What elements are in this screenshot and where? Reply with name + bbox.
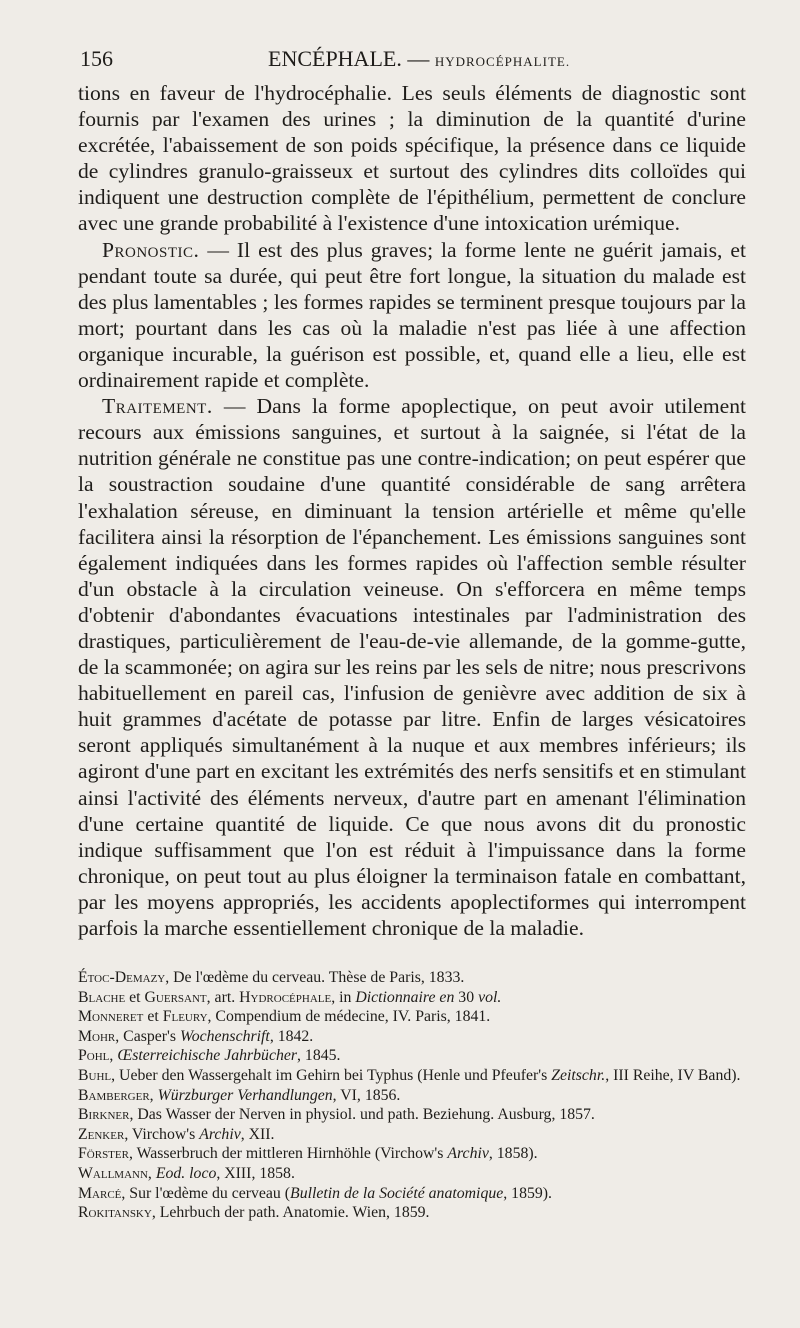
page-number: 156 — [80, 46, 113, 71]
reference-item — [78, 1086, 748, 1106]
reference-author: Fleury — [162, 1008, 208, 1026]
reference-text: , Lehrbuch der path. Anatomie. Wien, 1859. — [151, 1204, 430, 1222]
paragraph-traitement — [78, 393, 746, 941]
reference-journal: Eod. loco — [155, 1164, 217, 1182]
running-title-sub: HYDROCÉPHALITE. — [434, 54, 571, 69]
reference-item — [78, 1105, 748, 1125]
reference-text: , VI, 1856. — [332, 1086, 401, 1104]
paragraph-traitement-text: — Dans la forme apoplectique, on peut avoir utilement recours aux émissions sanguines, et surtout à la saignée, si l'état de la nutrition générale ne constitue pas une contre-indication; on peut espérer que la soustraction soudaine d'une quantité considérable de sang arrêtera l'exhalation séreuse, en diminuant la tension artérielle et même qu'elle facilitera ainsi la résorption de l'épanchement. Les émissions sanguines sont également indiquées dans les formes rapides où l'affection semble résulter d'un obstacle à la circulation veineuse. On s'efforcera en même temps d'obtenir d'abondantes évacuations intestinales par l'administration des drastiques, particulièrement de l'eau-de-vie allemande, de la gomme-gutte, de la scammonée; on agira sur les reins par les sels de nitre; nous prescrivons habituellement en pareil cas, l'infusion de genièvre avec addition de six à huit grammes d'acétate de potasse par litre. Enfin de larges vésicatoires seront appliqués simultanément à la nuque et aux membres inférieurs; ils agiront d'une part en excitant les extrémités des nerfs sensitifs et en stimulant ainsi l'activité des éléments nerveux, d'autre part en amenant l'élimination d'une certaine quantité de liquide. Ce que nous avons dit du pronostic indique suffisamment que l'on est réduit à l'impuissance dans la forme chronique, on peut tout au plus éloigner la terminaison fatale en combattant, par les moyens appropriés, les accidents apoplectiformes qui interrompent parfois la marche essentiellement chronique de la maladie. — [78, 394, 746, 940]
reference-item — [78, 1203, 748, 1223]
reference-term: Hydrocéphale — [239, 988, 332, 1006]
reference-journal: Dictionnaire en — [355, 988, 455, 1006]
reference-author: Marcé — [78, 1184, 122, 1202]
section-heading-pronostic: Pronostic. — [102, 237, 200, 262]
reference-text: et — [143, 1008, 163, 1026]
reference-author: Birkner — [78, 1106, 130, 1124]
running-title-main: ENCÉPHALE. — — [268, 46, 435, 71]
reference-text: 30 — [454, 988, 479, 1006]
reference-text: , — [109, 1047, 118, 1065]
paragraph-pronostic-text: — Il est des plus graves; la forme lente ne guérit jamais, et pendant toute sa durée, qui peut être fort longue, la situation du malade est des plus lamentables ; les formes rapides se terminent presque toujours par la mort; pourtant dans les cas où la maladie n'est pas liée à une affection organique incurable, la guérison est possible, et, quand elle a lieu, elle est ordinairement rapide et complète. — [78, 237, 746, 393]
reference-author: Blache — [78, 988, 126, 1006]
reference-author: Mohr — [78, 1027, 116, 1045]
reference-author: Étoc-Demazy — [78, 969, 166, 986]
paragraph-pronostic — [78, 237, 746, 394]
reference-author: Pohl — [78, 1047, 110, 1065]
main-text — [78, 80, 746, 941]
reference-item — [78, 1164, 748, 1184]
reference-item — [78, 1184, 748, 1204]
reference-text: , — [147, 1164, 156, 1182]
reference-text: , Casper's — [115, 1027, 180, 1045]
reference-text: , art. — [206, 988, 240, 1006]
reference-text: , XII. — [240, 1125, 275, 1143]
reference-text: , Ueber den Wassergehalt im Gehirn bei Typhus (Henle und Pfeufer's — [111, 1066, 552, 1084]
reference-journal: Bulletin de la Société anatomique — [290, 1184, 504, 1202]
reference-text: , De l'œdème du cerveau. Thèse de Paris, 1833. — [165, 969, 465, 986]
reference-author: Rokitansky — [78, 1204, 152, 1222]
reference-text: , 1845. — [297, 1047, 341, 1065]
reference-text: , III Reihe, IV Band). — [605, 1066, 741, 1084]
reference-text: , in — [331, 988, 356, 1006]
section-heading-traitement: Traitement. — [102, 394, 213, 419]
reference-text: , 1858). — [488, 1145, 538, 1163]
reference-author: Förster — [78, 1145, 129, 1163]
reference-author: Wallmann — [78, 1164, 148, 1182]
reference-text: , Wasserbruch der mittleren Hirnhöhle (Virchow's — [128, 1145, 448, 1163]
bibliography — [78, 968, 748, 1223]
reference-journal: Wochenschrift — [180, 1027, 270, 1045]
reference-item — [78, 1066, 748, 1086]
reference-journal: Würzburger Verhandlungen — [157, 1086, 333, 1104]
reference-journal: Archiv — [199, 1125, 241, 1143]
reference-journal: vol. — [478, 988, 502, 1006]
reference-text: , 1859). — [503, 1184, 552, 1202]
reference-item — [78, 1046, 748, 1066]
reference-journal: Œsterreichische Jahrbücher — [117, 1047, 298, 1065]
reference-item — [78, 1144, 748, 1164]
reference-author: Guersant — [144, 988, 207, 1006]
reference-item — [78, 968, 748, 988]
reference-item — [78, 1007, 748, 1027]
reference-item — [78, 1027, 748, 1047]
running-title — [268, 44, 570, 77]
reference-journal: Zeitschr. — [551, 1066, 606, 1084]
reference-text: , Sur l'œdème du cerveau ( — [121, 1184, 291, 1202]
reference-text: , XIII, 1858. — [216, 1164, 295, 1182]
reference-author: Zenker — [78, 1125, 125, 1143]
reference-item — [78, 1125, 748, 1145]
running-header — [78, 44, 748, 74]
reference-text: , Das Wasser der Nerven in physiol. und path. Beziehung. Ausburg, 1857. — [129, 1106, 595, 1124]
reference-text: , 1842. — [269, 1027, 314, 1045]
reference-text: , Compendium de médecine, IV. Paris, 1841. — [207, 1008, 491, 1026]
reference-text: , — [149, 1086, 158, 1104]
reference-author: Bamberger — [78, 1086, 150, 1104]
paragraph-diagnostic-end: tions en faveur de l'hydrocéphalie. Les seuls éléments de diagnostic sont fournis par l'examen des urines ; la diminution de la quantité d'urine excrétée, l'abaissement de son poids spécifique, la présence dans ce liquide de cylindres granulo-graisseux et surtout des cylindres dits colloïdes qui indiquent une destruction complète de l'épithélium, permettent de conclure avec une grande probabilité à l'existence d'une intoxication urémique. — [78, 81, 746, 236]
reference-author: Monneret — [78, 1008, 144, 1026]
reference-journal: Archiv — [447, 1145, 489, 1163]
reference-item — [78, 988, 748, 1008]
reference-text: , Virchow's — [124, 1125, 200, 1143]
reference-text: et — [125, 988, 145, 1006]
reference-author: Buhl — [78, 1066, 112, 1084]
